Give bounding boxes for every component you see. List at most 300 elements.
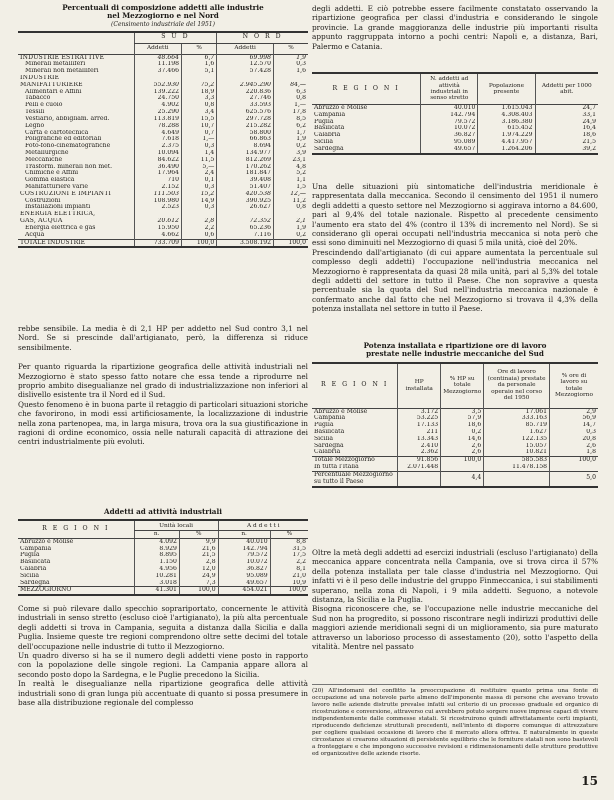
table4-row-hpp: 3,5 [441, 408, 484, 415]
table1-row [18, 177, 308, 184]
table3-row-pop: 615.452 [478, 125, 535, 132]
table1-row-sud-pct: 0,3 [182, 204, 217, 211]
left-paragraph-1: rebbe sensibile. La media è di 2,1 HP per addetto nel Sud contro 3,1 nel Nord. Se si prescinde dall'artigianato, però, la differenza si riduce sensibilmente. [18, 324, 308, 352]
table2-row-un: 4.956 [134, 566, 179, 573]
table1-row-label: Pelli e cuoio [25, 102, 63, 109]
table4-row [312, 429, 598, 436]
table1-row-sud-pct: 0,3 [182, 143, 217, 150]
table2-total-up: 100,0 [179, 587, 218, 595]
table1-row-nord-pct: 1,9 [273, 54, 308, 61]
table1-row [18, 82, 308, 89]
table4-row-ore: 1.627 [484, 429, 550, 436]
table2 [18, 519, 308, 596]
table3-row [312, 119, 598, 126]
table4-row-orp: 1,8 [549, 449, 598, 456]
table1-row-nord: 12.570 [217, 61, 274, 68]
table2-total-label: MEZZOGIORNO [18, 587, 134, 595]
table4-total-hpp: 100,0 [441, 457, 484, 464]
table1-row [18, 143, 308, 150]
table2-col-addetti: A d d e t t i [218, 520, 308, 531]
table2-row-an: 79.572 [218, 552, 270, 559]
table4-row-orp: 14,7 [549, 422, 598, 429]
table4-row [312, 449, 598, 456]
table1-row-label: TOTALE INDUSTRIE [18, 239, 134, 247]
table1-row-nord: 3.508.192 [217, 239, 274, 247]
left-paragraph-3: Questo fenomeno è in buona parte il retaggio di particolari situazioni storiche che favorirono, in modi essi artificiosamente, la localizzazione di industrie nella zona partenopea, ma, in larga misura, trova ora la sua giustificazione in ragioni di ordine economico, ossia nelle naturali capacità di attrazione dei centri industrialmente più evoluti. [18, 399, 308, 447]
table1-row-nord-pct: 84,— [273, 82, 308, 89]
table1-row-nord-pct: 0,8 [273, 95, 308, 102]
table2-row [18, 566, 308, 573]
table4-italia-row [312, 464, 598, 471]
table1-row-label: Costruzioni [25, 197, 61, 204]
table1-row-sud: 15.950 [134, 225, 182, 232]
table4-italia-ore: 11.478.158 [484, 464, 550, 471]
table1-row-nord: 65.236 [217, 225, 274, 232]
table3-row-ratio: 33,1 [535, 112, 598, 119]
table1-row-sud-pct: 0,7 [182, 130, 217, 137]
table1-row-nord: 8.694 [217, 143, 274, 150]
table1-row-label: INDUSTRIE ESTRATTIVE [20, 54, 105, 61]
table4-row-label: Sicilia [314, 435, 334, 442]
table1-row-nord-pct: 2,1 [273, 218, 308, 225]
table4-col-hp: HP installata [398, 363, 441, 409]
table4-row-label: Basilicata [314, 429, 345, 435]
table1-row-sud-pct [182, 211, 217, 218]
table1-row-sud-pct: 1,— [182, 136, 217, 143]
table1-row-nord-pct: 0,3 [273, 61, 308, 68]
table2-row-un: 1.150 [134, 559, 179, 566]
table1-row [18, 68, 308, 75]
table3-row [312, 132, 598, 139]
table4-row-label: Abruzzo e Molise [314, 408, 368, 415]
table1-row-sud: 17.964 [134, 170, 182, 177]
table1-row-label: Acqua [25, 231, 45, 238]
table1-row-nord-pct: 4,8 [273, 164, 308, 171]
table4-row-orp: 56,9 [549, 415, 598, 422]
table4-row-ore: 15.057 [484, 443, 550, 450]
table1-row-nord-pct: 1,7 [273, 130, 308, 137]
page-number: 15 [581, 774, 598, 788]
table1-row-sud: 4.662 [134, 232, 182, 239]
table1-row-sud: 84.622 [134, 157, 182, 164]
table1-row [18, 239, 308, 247]
table1-row-sud: 25.290 [134, 109, 182, 116]
table4-row-hp: 2.362 [398, 449, 441, 456]
table1-row-sud-pct: 11,5 [182, 157, 217, 164]
table4-row-label: Puglia [314, 422, 334, 429]
table3-row-label: Puglia [314, 118, 334, 125]
table4-row-hpp: 18,6 [441, 422, 484, 429]
table3-row-label: Calabria [314, 132, 341, 139]
table1-row-sud-pct: 2,4 [182, 170, 217, 177]
table1-row-label: INDUSTRIE [20, 75, 60, 81]
table1-row-sud: 113.819 [134, 116, 182, 123]
table1-row [18, 95, 308, 102]
table1-row-sud: 4.902 [134, 102, 182, 109]
table4-total-ore: 585.583 [484, 457, 550, 464]
table4-pct-row [312, 471, 598, 486]
table1-row-nord-pct: 11,2 [273, 198, 308, 205]
table3-row-label: Sardegna [314, 145, 344, 152]
table4-total-hp: 91.856 [398, 457, 441, 464]
left2-paragraph-3: In realtà le disegualianze nella ripartizione geografica delle attività industriali sono di gran lunga più accentuate di quanto si possa presumere in base alla distribuzione regionale del complesso [18, 679, 308, 708]
table2-total-an: 454.021 [218, 587, 270, 595]
table1-row [18, 150, 308, 157]
table3-row-ratio: 24,7 [535, 105, 598, 112]
table4-row-ore: 333.163 [484, 415, 550, 422]
table4-row-hp: 13.343 [398, 436, 441, 443]
table1-row-nord: 134.977 [217, 150, 274, 157]
table1-col-pct-nord: % [273, 43, 308, 54]
table2-sub-n1: n. [134, 531, 179, 538]
table4-row-hpp: 2,6 [441, 443, 484, 450]
table2-row-an: 36.827 [218, 566, 270, 573]
table4-row-ore: 85.719 [484, 422, 550, 429]
table1-row-nord: 72.352 [217, 218, 274, 225]
left-text-block [18, 324, 308, 447]
table1-row-label: Tabacco [25, 95, 51, 102]
table1-row [18, 218, 308, 225]
table3-col-pop: Popolazione presente [478, 73, 535, 105]
table3-row-label: Sicilia [314, 139, 334, 146]
table2-row-ap: 31,5 [270, 546, 308, 553]
table1-row-nord: 27.746 [217, 95, 274, 102]
table3-row-ratio: 18,6 [535, 132, 598, 139]
table2-total-ap: 100,0 [270, 587, 308, 595]
table1-row-sud-pct: 15,2 [182, 191, 217, 198]
table4-col-regioni: R E G I O N I [321, 381, 389, 389]
table1-row [18, 191, 308, 198]
table3-row-addetti: 142.794 [421, 112, 478, 119]
table1-row-nord: 7.116 [217, 232, 274, 239]
table4-row-hpp: 57,9 [441, 415, 484, 422]
table2-col-unita: Unità locali [134, 520, 218, 531]
table2-row-label: Puglia [20, 552, 40, 559]
table1-row-label: Carta e cartotecnica [25, 129, 89, 136]
table1-row-nord-pct: 6,2 [273, 123, 308, 130]
table2-row-un: 8.895 [134, 552, 179, 559]
table1-row-sud-pct: 14,9 [182, 198, 217, 205]
table1-row-label: Vestiario, abbigliam. arred. [25, 115, 110, 122]
table1-row-sud: 11.198 [134, 61, 182, 68]
table2-row-ap: 8,1 [270, 566, 308, 573]
table2-total-row [18, 587, 308, 595]
table1-row-sud: 733.709 [134, 239, 182, 247]
table3-block [312, 72, 598, 155]
table1-row-nord-pct: 17,8 [273, 109, 308, 116]
table1-row-sud-pct: 0,8 [182, 102, 217, 109]
table1-row [18, 232, 308, 239]
table2-row-label: Sicilia [20, 572, 40, 579]
table4-title: Potenza installata e ripartizione ore di lavoro [363, 341, 547, 350]
table3-row-ratio: 24,9 [535, 119, 598, 126]
table1-row [18, 170, 308, 177]
table4-italia-label: In tutta l'Italia [314, 464, 359, 471]
right2-paragraph-2: Prescindendo dall'artigianato (di cui appare aumentata la percentuale sul complesso degli addetti) l'occupazione nell'industria meccanica nel Mezzogiorno è rappresentata da quasi 28 mila unità, pari al 5,3% del totale degli addetti del settore in tutto il Paese. Che non sopravive a questa percentuale sia la quota del Sud nell'industria meccanica nazionale è confermato anche dal fatto che nel Mezzogiorno si trovava il 4,3% della potenza installata nel settore in tutto il Paese. [312, 247, 598, 314]
table1-row-sud: 2.523 [134, 204, 182, 211]
table3-row [312, 112, 598, 119]
table1-row-sud: 552.930 [134, 82, 182, 89]
table1-title: Percentuali di composizione addetti alle industrie [62, 3, 264, 12]
table1-row-sud-pct: 18,9 [182, 89, 217, 96]
table4-row-hp: 53.225 [398, 415, 441, 422]
table1-row-sud-pct: 75,2 [182, 82, 217, 89]
table4-row [312, 443, 598, 450]
table3-row [312, 139, 598, 146]
table4-row-orp: 0,3 [549, 429, 598, 436]
table4-col-ore-pct: % ore di lavoro su totale Mezzogiorno [549, 363, 598, 409]
table2-col-regioni: R E G I O N I [18, 520, 134, 538]
table4-row [312, 422, 598, 429]
table3-row-pop: 4.417.957 [478, 139, 535, 146]
table1-row-nord-pct: 0,8 [273, 204, 308, 211]
table1-row-nord: 66.863 [217, 136, 274, 143]
table3-row [312, 125, 598, 132]
table1-block [18, 4, 308, 248]
table1-row-label: Foto-fono-cinematografiche [25, 143, 111, 150]
table2-row-label: Abruzzo e Molise [20, 538, 74, 545]
table1-row-sud: 2.375 [134, 143, 182, 150]
table3-row-addetti: 10.072 [421, 125, 478, 132]
table1-row-label: MANIFATTURIERE [20, 81, 83, 88]
table1-row-sud-pct: 100,0 [182, 239, 217, 247]
table4-total-orp: 100,0 [549, 457, 598, 464]
table1-row-label: Metallurgiche [25, 149, 69, 156]
table3-row-addetti: 36.827 [421, 132, 478, 139]
table1-row [18, 102, 308, 109]
table1-row-sud: 710 [134, 177, 182, 184]
table1-row-nord: 33.593 [217, 102, 274, 109]
table1-row-label: Minerali metalliferi [25, 61, 86, 68]
table4 [312, 362, 598, 488]
table1-row-nord-pct: 0,2 [273, 143, 308, 150]
table1-row [18, 123, 308, 130]
table1-row-sud-pct: 5,1 [182, 68, 217, 75]
table4-row-orp: 2,6 [549, 443, 598, 450]
table1-subtitle: (Censimento industriale del 1951) [111, 20, 215, 28]
table2-row-label: Basilicata [20, 559, 51, 566]
table1-row [18, 75, 308, 82]
table1-row-nord: 390.925 [217, 198, 274, 205]
left-text-block-2 [18, 604, 308, 707]
table3-row-label: Abruzzo e Molise [314, 104, 368, 111]
right-paragraph-1: degli addetti. E ciò potrebbe essere facilmente constatato osservando la ripartizione geografica per classi d'industria e considerando le singole provincie. La grande maggioranza delle industrie più importanti risulta appunto raggruppata intorno a pochi centri: Napoli e, a distanza, Bari, Palermo e Catania. [312, 4, 598, 51]
table4-pct-label: Percentuale Mezzogiorno su tutto il Paese [314, 471, 393, 485]
table3-row [312, 146, 598, 154]
table1-row-nord-pct: 3,9 [273, 150, 308, 157]
table2-row-an: 40.010 [218, 538, 270, 545]
table2-row-ap: 8,8 [270, 538, 308, 545]
table1-row-sud-pct: 2,8 [182, 218, 217, 225]
footnote-block [312, 684, 598, 758]
table1-row-sud: 139.222 [134, 89, 182, 96]
table4-row-label: Campania [314, 415, 346, 422]
table4-row-hp: 2.410 [398, 443, 441, 450]
table1-row-nord-pct: 8,5 [273, 116, 308, 123]
table1-row-nord-pct: 23,1 [273, 157, 308, 164]
table1-row-label: Poligrafiche ed editoriali [25, 136, 102, 143]
footnote-text: (20) All'indomani del conflitto la preoccupazione di restituire quanto prima una fonte di occupazione ad una notevole parte almeno dell'imponente massa di persone che avevano trovato lavoro nelle aziende distrutte prevalse infatti sul criterio di un processo graduale ed organico di ricostruzione e conversione, attraverso cui avrebbero potuto sorgere nuove imprese capaci di vivere indipendentemente dalle commesse statali. Si ricostruirono quindi affrettatamente certi impianti, riproducendo deficienze strutturali precedenti, nell'intento di disporre comunque di attrezzature per cogliere qualsiasi occasione di lavoro che il mercato allora offriva. E naturalmente in queste circostanze si crearono situazioni di persistente squilibrio che le forniture statali non sono bastevoli a fronteggiare e che impongono successive revisioni e ridimensionamenti delle strutture produttive ed organizzative delle aziende risorte. [312, 688, 598, 757]
table1-title2: nel Mezzogiorno e nel Nord [107, 11, 219, 21]
table1-row-nord-pct: 1,1 [273, 177, 308, 184]
table1-group-nord: N O R D [217, 32, 308, 44]
table4-row-hpp: 14,6 [441, 436, 484, 443]
table1-row-sud-pct: 0,1 [182, 177, 217, 184]
table1-row-nord: 297.728 [217, 116, 274, 123]
table1-row [18, 89, 308, 96]
table3-row-addetti: 49.657 [421, 146, 478, 154]
table4-row-orp: 20,8 [549, 436, 598, 443]
table1-row-sud: 48.664 [134, 54, 182, 61]
table1-row-sud-pct [182, 75, 217, 82]
table1-row [18, 136, 308, 143]
table1-row-nord: 181.847 [217, 170, 274, 177]
table2-sub-pct1: % [179, 531, 218, 538]
table3-row-label: Basilicata [314, 125, 345, 132]
table1-row-nord-pct: 5,2 [273, 170, 308, 177]
table1-row [18, 204, 308, 211]
table1-row-label: Alimentari e Affini [25, 88, 82, 95]
table2-row [18, 559, 308, 566]
table1-row [18, 157, 308, 164]
table1-row-sud-pct: 15,5 [182, 116, 217, 123]
table4-row-orp: 2,9 [549, 408, 598, 415]
table3-row-addetti: 95.089 [421, 139, 478, 146]
table4-pct-hp: 4,4 [441, 471, 484, 486]
table1-row-nord-pct: 12,— [273, 191, 308, 198]
table1-row-sud-pct: 2,2 [182, 225, 217, 232]
table1-row-nord: 57.428 [217, 68, 274, 75]
table1-row-nord: 2.945.290 [217, 82, 274, 89]
table2-row-up: 9,9 [179, 538, 218, 545]
table3-row-pop: 3.186.380 [478, 119, 535, 126]
table2-row-un: 4.092 [134, 538, 179, 545]
table4-row-hp: 17.133 [398, 422, 441, 429]
table3-row-addetti: 40.010 [421, 105, 478, 112]
table4-row-ore: 10.821 [484, 449, 550, 456]
table3-row-ratio: 39,2 [535, 146, 598, 154]
table1-row-sud-pct: 1,6 [182, 61, 217, 68]
table2-row-up: 21,5 [179, 552, 218, 559]
table1-row-label: Meccaniche [25, 156, 63, 163]
table3-row-addetti: 79.572 [421, 119, 478, 126]
table2-row-up: 2,8 [179, 559, 218, 566]
table4-italia-hp: 2.071.448 [398, 464, 441, 471]
table1-row-sud-pct: 0,3 [182, 184, 217, 191]
table4-row [312, 415, 598, 422]
table1-row-sud: 2.152 [134, 184, 182, 191]
table2-row-an: 10.072 [218, 559, 270, 566]
table4-row-label: Calabria [314, 449, 341, 456]
table2-row-un: 10.281 [134, 573, 179, 580]
table2-row-label: Calabria [20, 566, 47, 573]
table1-row-sud: 7.618 [134, 136, 182, 143]
table2-row-ap: 2,2 [270, 559, 308, 566]
table1-row [18, 225, 308, 232]
table1-row [18, 130, 308, 137]
table2-row [18, 538, 308, 545]
table1-row-nord: 625.576 [217, 109, 274, 116]
table2-row [18, 546, 308, 553]
table1-row-label: ENERGIA ELETTRICA, [20, 211, 96, 218]
table1-row-label: GAS, ACQUA [20, 218, 63, 225]
right2-paragraph-1: Una delle situazioni più sintomatiche dell'industria meridionale è rappresentata dalla meccanica. Secondo il censimento del 1951 il numero degli addetti a questo settore nel Mezzogiorno si aggirava intorno a 84.600, pari al 9,4% del totale nazionale. Rispetto al precedente censimento l'aumento era stato del 4% (contro il 13% di incremento nel Nord). Se si considerano gli operai occupati nell'industria meccanica si nota però che essi sono diminuiti nel Mezzogiorno di quasi 5 mila unità, cioè del 20%. [312, 182, 598, 248]
table4-row-hp: 3.172 [398, 408, 441, 415]
table2-row-up: 24,9 [179, 573, 218, 580]
table1-row-nord-pct: 1,6 [273, 68, 308, 75]
table1-row [18, 116, 308, 123]
table1-row [18, 211, 308, 218]
table1-row-sud: 20.612 [134, 218, 182, 225]
table1-col-addetti-nord: Addetti [217, 43, 274, 54]
table2-row [18, 573, 308, 580]
table4-total-label: Totale Mezzogiorno [312, 457, 398, 464]
table4-row-hp: 211 [398, 429, 441, 436]
table1-row [18, 164, 308, 171]
table1-row [18, 198, 308, 205]
table1-group-sud: S U D [134, 32, 217, 44]
table1-row-label: Energia elettrica e gas [25, 224, 96, 231]
table1-row-nord-pct: 1,— [273, 102, 308, 109]
table1-row-nord: 69.998 [217, 54, 274, 61]
table2-row [18, 580, 308, 587]
table2-row-ap: 17,5 [270, 552, 308, 559]
table2-row-an: 142.794 [218, 546, 270, 553]
table3-row-pop: 1.264.206 [478, 146, 535, 154]
table1-row-sud: 111.503 [134, 191, 182, 198]
table2-row-label: Sardegna [20, 579, 50, 586]
table2-row-label: Campania [20, 545, 52, 552]
table4-row [312, 436, 598, 443]
table4-row-hpp: 0,2 [441, 429, 484, 436]
table1-row-nord [217, 75, 274, 82]
table1-row-sud: 10.094 [134, 150, 182, 157]
table1-row-sud [134, 75, 182, 82]
table1-row-nord-pct: 1,9 [273, 225, 308, 232]
table2-row-ap: 10,9 [270, 580, 308, 587]
table1-row-nord-pct [273, 211, 308, 218]
table1-row-nord-pct: 0,2 [273, 232, 308, 239]
table1-row-sud: 108.980 [134, 198, 182, 205]
table1-row-nord-pct: 100,0 [273, 239, 308, 247]
table1-row-nord: 170.262 [217, 164, 274, 171]
table1-row-label: Installazioni impianti [25, 204, 91, 211]
table1-col-pct-sud: % [182, 43, 217, 54]
table1-row-sud: 37.466 [134, 68, 182, 75]
table2-row-un: 3.018 [134, 580, 179, 587]
table3 [312, 72, 598, 155]
table2-row-an: 49.657 [218, 580, 270, 587]
right3-paragraph-2: Bisogna riconoscere che, se l'occupazione nelle industrie meccaniche del Sud non ha progredito, si possono riscontrare negli indirizzi produttivi delle maggiori aziende meridionali segni di un miglioramento, sia pure maturato attraverso un laborioso processo di assestamento (20), sotto l'aspetto della vitalità. Mentre nel passato [312, 604, 598, 652]
table3-row-pop: 4.308.403 [478, 112, 535, 119]
table1-row-sud [134, 211, 182, 218]
table1-row-nord: 39.408 [217, 177, 274, 184]
table4-pct-ore: 5,0 [549, 471, 598, 486]
table4-row [312, 408, 598, 415]
table1-row-label: Minerali non metalliferi [25, 68, 99, 75]
table3-col-regioni: R E G I O N I [332, 84, 400, 92]
table2-title: Addetti ad attività industriali [104, 507, 222, 516]
table3-col-addetti: N. addetti ad attività industriali in senso stretto [421, 73, 478, 105]
table3-row-pop: 1.615.043 [478, 105, 535, 112]
table1-row-nord: 26.627 [217, 204, 274, 211]
table3-col-ratio: Addetti per 1000 abit. [535, 73, 598, 105]
table2-row-ap: 21,0 [270, 573, 308, 580]
table1-row-label: Gomma elastica [25, 177, 75, 184]
table4-row-ore: 122.135 [484, 436, 550, 443]
table4-title2: prestate nelle industrie meccaniche del Sud [366, 349, 544, 359]
table4-block [312, 342, 598, 488]
